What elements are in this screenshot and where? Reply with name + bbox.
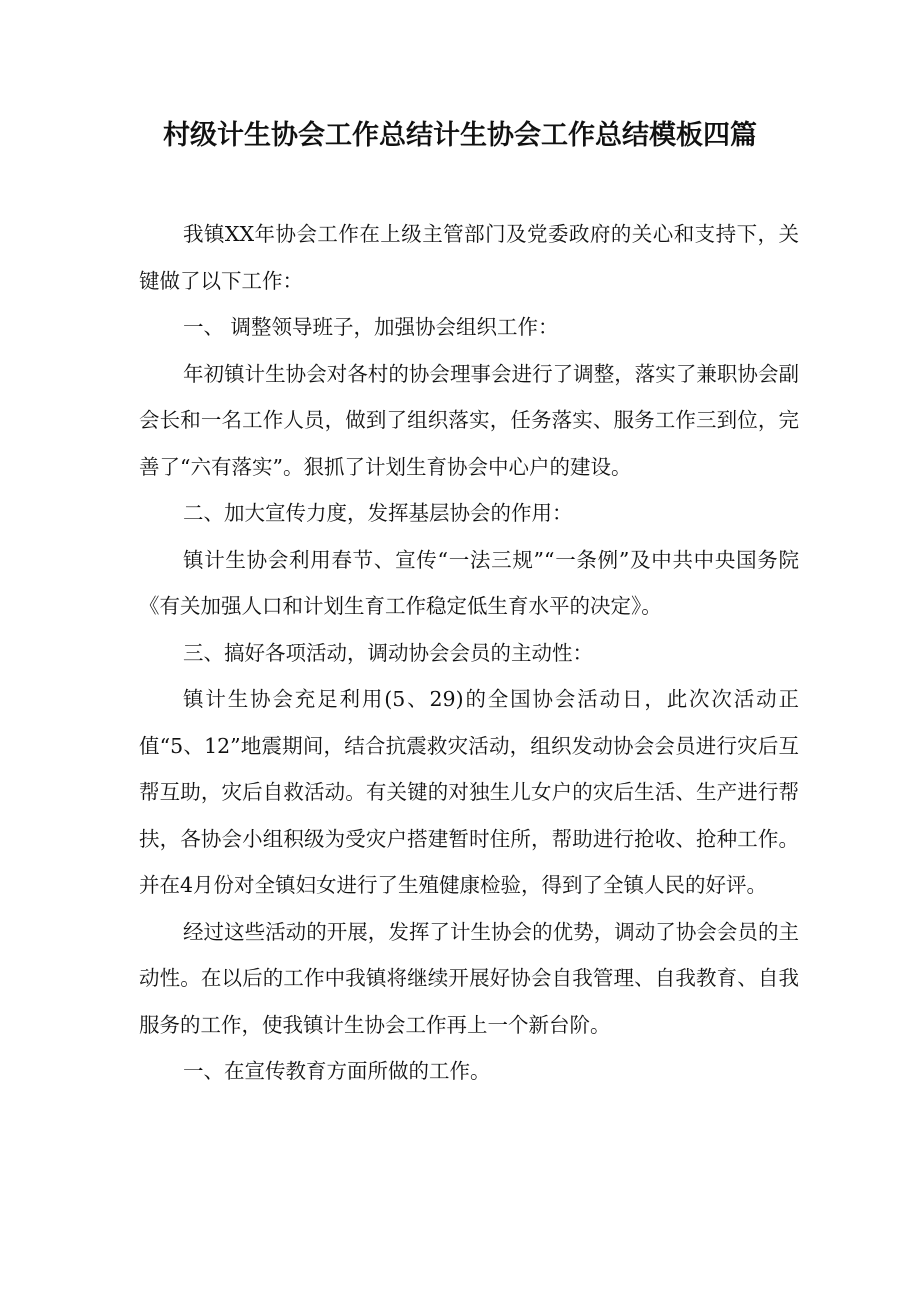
- paragraph-leadership: 年初镇计生协会对各村的协会理事会进行了调整，落实了兼职协会副会长和一名工作人员，做到了组织落实，任务落实、服务工作三到位，完善了“六有落实”。狠抓了计划生育协会中心户的建设。: [139, 361, 799, 479]
- section-heading-education: 一、在宣传教育方面所做的工作。: [183, 1059, 491, 1083]
- document-body: [139, 211, 799, 1095]
- paragraph-activities: 镇计生协会充足利用(5、29)的全国协会活动日，此次次活动正值“5、12”地震期间，结合抗震救灾活动，组织发动协会会员进行灾后互帮互助，灾后自救活动。有关键的对独生儿女户的灾后生活、生产进行帮扶，各协会小组积级为受灾户搭建暂时住所，帮助进行抢收、抢种工作。并在4月份对全镇妇女进行了生殖健康检验，得到了全镇人民的好评。: [139, 687, 799, 897]
- section-heading-publicity: 二、加大宣传力度，发挥基层协会的作用：: [183, 501, 573, 525]
- paragraph-summary: 经过这些活动的开展，发挥了计生协会的优势，调动了协会会员的主动性。在以后的工作中我镇将继续开展好协会自我管理、自我教育、自我服务的工作，使我镇计生协会工作再上一个新台阶。: [139, 919, 799, 1037]
- paragraph-publicity: 镇计生协会利用春节、宣传“一法三规”“一条例”及中共中央国务院《有关加强人口和计划生育工作稳定低生育水平的决定》。: [139, 547, 799, 618]
- document-title: 村级计生协会工作总结计生协会工作总结模板四篇: [163, 120, 757, 151]
- paragraph-intro: 我镇XX年协会工作在上级主管部门及党委政府的关心和支持下，关键做了以下工作：: [139, 222, 799, 293]
- section-heading-activities: 三、搞好各项活动，调动协会会员的主动性：: [183, 640, 593, 665]
- section-heading-leadership: 一、 调整领导班子，加强协会组织工作：: [183, 315, 559, 339]
